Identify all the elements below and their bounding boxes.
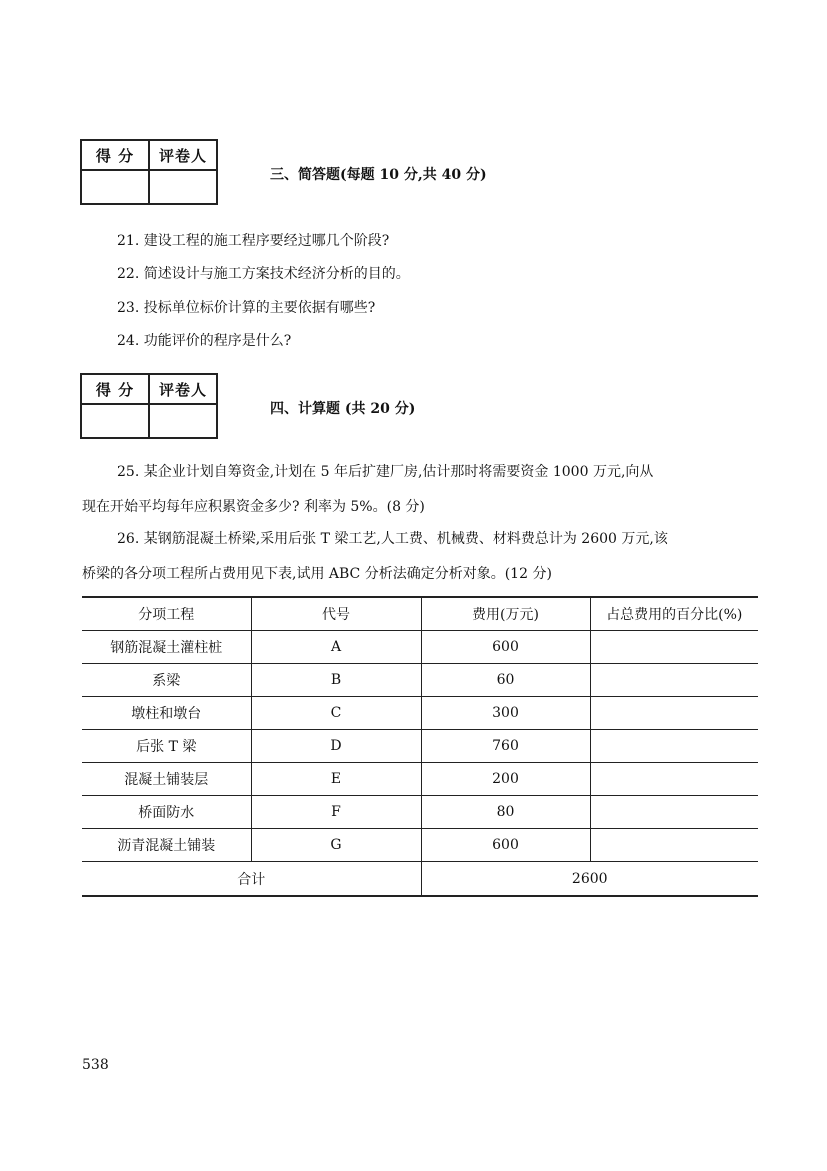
question-26-line1: 26. 某钢筋混凝土桥梁,采用后张 T 梁工艺,人工费、机械费、材料费总计为 2600 万元,该 [117,531,668,547]
table-row [82,796,758,829]
cell-code: E [251,763,421,796]
cell-percent[interactable] [590,796,758,829]
grader-label: 评卷人 [149,140,217,170]
cell-percent[interactable] [590,697,758,730]
cell-item: 系梁 [82,664,251,697]
question-24: 24. 功能评价的程序是什么? [117,333,292,349]
grader-label: 评卷人 [149,374,217,404]
cell-code: F [251,796,421,829]
cell-percent[interactable] [590,763,758,796]
cell-cost: 760 [421,730,590,763]
cell-percent[interactable] [590,664,758,697]
table-header-row [82,597,758,631]
cell-percent[interactable] [590,730,758,763]
cell-code: A [251,631,421,664]
cell-cost: 200 [421,763,590,796]
total-value: 2600 [421,862,758,897]
cell-percent[interactable] [590,829,758,862]
table-row [82,730,758,763]
question-21: 21. 建设工程的施工程序要经过哪几个阶段? [117,233,390,249]
score-box-section4 [80,373,218,439]
table-row [82,829,758,862]
cell-item: 沥青混凝土铺装 [82,829,251,862]
score-label: 得 分 [81,374,149,404]
score-box-section3 [80,139,218,205]
cell-item: 墩柱和墩台 [82,697,251,730]
total-label: 合计 [82,862,421,897]
question-25 [82,455,762,525]
header-percent: 占总费用的百分比(%) [590,597,758,631]
score-field[interactable] [81,404,149,438]
cell-item: 混凝土铺装层 [82,763,251,796]
cost-table [82,596,758,897]
cell-code: C [251,697,421,730]
section-title-calculation: 四、计算题 (共 20 分) [270,401,416,417]
cell-percent[interactable] [590,631,758,664]
question-26-line2: 桥梁的各分项工程所占费用见下表,试用 ABC 分析法确定分析对象。(12 分) [82,566,552,582]
score-label: 得 分 [81,140,149,170]
question-23: 23. 投标单位标价计算的主要依据有哪些? [117,300,376,316]
grader-field[interactable] [149,404,217,438]
cell-item: 桥面防水 [82,796,251,829]
cell-cost: 60 [421,664,590,697]
question-26 [82,522,762,592]
table-row [82,631,758,664]
cell-code: B [251,664,421,697]
header-code: 代号 [251,597,421,631]
section-title-short-answer: 三、简答题(每题 10 分,共 40 分) [270,167,487,183]
cell-cost: 600 [421,829,590,862]
table-row [82,763,758,796]
score-field[interactable] [81,170,149,204]
page-number: 538 [82,1057,109,1073]
cell-cost: 600 [421,631,590,664]
cell-item: 钢筋混凝土灌柱桩 [82,631,251,664]
table-total-row [82,862,758,897]
grader-field[interactable] [149,170,217,204]
question-25-line2: 现在开始平均每年应积累资金多少? 利率为 5%。(8 分) [82,499,425,515]
cell-code: G [251,829,421,862]
cell-code: D [251,730,421,763]
table-row [82,697,758,730]
header-cost: 费用(万元) [421,597,590,631]
cell-item: 后张 T 梁 [82,730,251,763]
cell-cost: 80 [421,796,590,829]
cell-cost: 300 [421,697,590,730]
question-25-line1: 25. 某企业计划自筹资金,计划在 5 年后扩建厂房,估计那时将需要资金 1000 万元,向从 [117,464,654,480]
question-22: 22. 简述设计与施工方案技术经济分析的目的。 [117,266,410,282]
header-item: 分项工程 [82,597,251,631]
table-row [82,664,758,697]
